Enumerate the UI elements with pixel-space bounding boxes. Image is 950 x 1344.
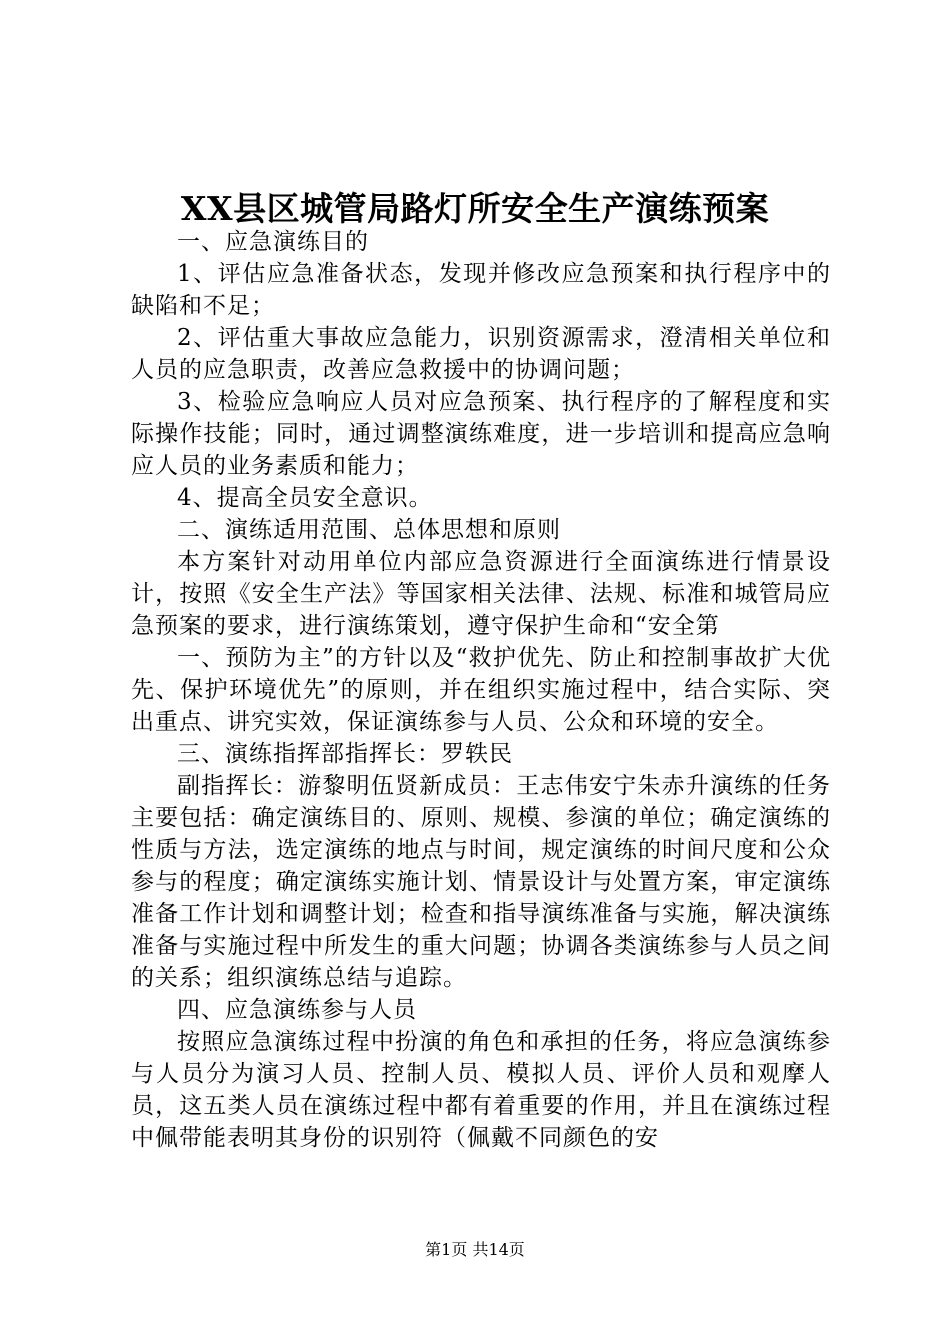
paragraph: 3、检验应急响应人员对应急预案、执行程序的了解程度和实际操作技能；同时，通过调整演练难度，进一步培训和提高应急响应人员的业务素质和能力； xyxy=(131,389,831,479)
section-heading-1: 一、应急演练目的 xyxy=(177,229,369,255)
section-heading-2: 二、演练适用范围、总体思想和原则 xyxy=(177,517,561,543)
paragraph: 2、评估重大事故应急能力，识别资源需求，澄清相关单位和人员的应急职责，改善应急救援中的协调问题； xyxy=(131,325,831,383)
paragraph: 本方案针对动用单位内部应急资源进行全面演练进行情景设计，按照《安全生产法》等国家相关法律、法规、标准和城管局应急预案的要求，进行演练策划，遵守保护生命和“安全第 xyxy=(131,549,831,639)
paragraph: 一、预防为主”的方针以及“救护优先、防止和控制事故扩大优先、保护环境优先”的原则，并在组织实施过程中，结合实际、突出重点、讲究实效，保证演练参与人员、公众和环境的安全。 xyxy=(131,645,831,735)
document-title: XX县区城管局路灯所安全生产演练预案 xyxy=(180,189,770,228)
section-heading-4: 四、应急演练参与人员 xyxy=(177,997,417,1023)
paragraph: 1、评估应急准备状态，发现并修改应急预案和执行程序中的缺陷和不足； xyxy=(131,261,831,319)
document-body xyxy=(131,226,831,1154)
paragraph: 副指挥长：游黎明伍贤新成员：王志伟安宁朱赤升演练的任务主要包括：确定演练目的、原则、规模、参演的单位；确定演练的性质与方法，选定演练的地点与时间，规定演练的时间尺度和公众参与的程度；确定演练实施计划、情景设计与处置方案，审定演练准备工作计划和调整计划；检查和指导演练准备与实施，解决演练准备与实施过程中所发生的重大问题；协调各类演练参与人员之间的关系；组织演练总结与追踪。 xyxy=(131,773,831,991)
section-heading-3: 三、演练指挥部指挥长：罗轶民 xyxy=(177,741,513,767)
page-number-footer: 第1页 共14页 xyxy=(425,1240,525,1259)
paragraph: 4、提高全员安全意识。 xyxy=(177,485,433,511)
paragraph: 按照应急演练过程中扮演的角色和承担的任务，将应急演练参与人员分为演习人员、控制人员、模拟人员、评价人员和观摩人员，这五类人员在演练过程中都有着重要的作用，并且在演练过程中佩带能表明其身份的识别符（佩戴不同颜色的安 xyxy=(131,1029,831,1151)
